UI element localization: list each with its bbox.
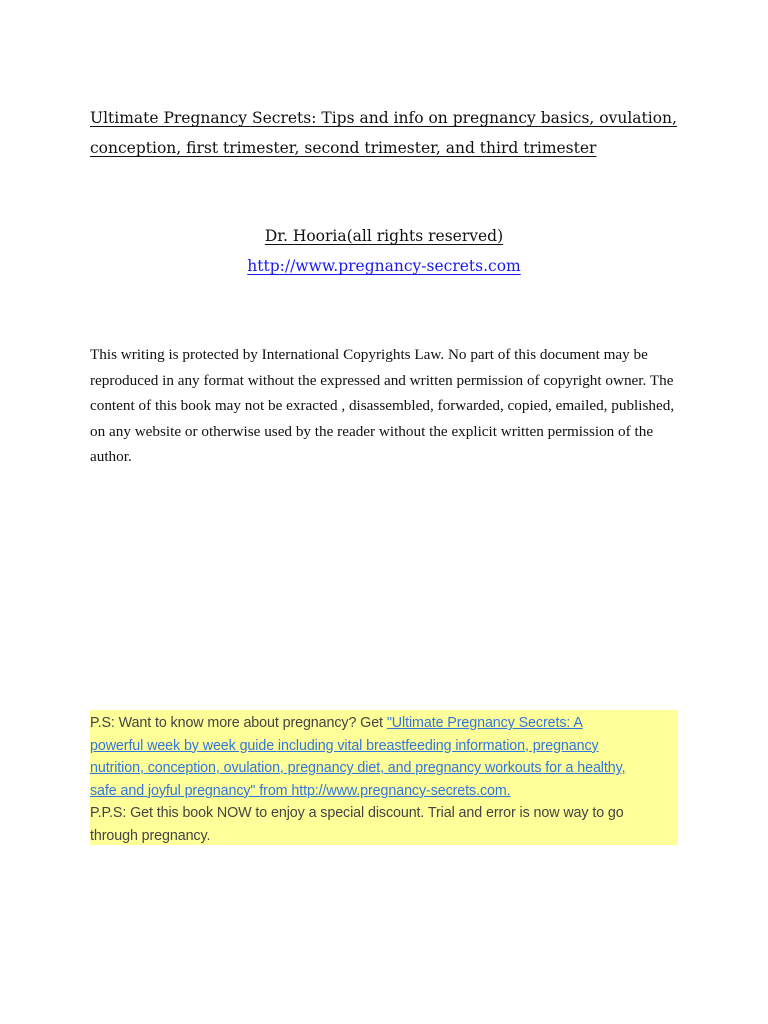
- promo-text: [90, 710, 678, 848]
- pps-line-1: P.P.S: Get this book NOW to enjoy a special discount. Trial and error is now way to go: [90, 805, 624, 822]
- book-link-part-1[interactable]: "Ultimate Pregnancy Secrets: A: [386, 715, 583, 731]
- author-credit: Dr. Hooria(all rights reserved): [264, 227, 504, 245]
- website-link[interactable]: http://www.pregnancy-secrets.com: [247, 257, 521, 275]
- book-link-part-2[interactable]: powerful week by week guide including vital breastfeeding information, pregnancy: [90, 737, 599, 754]
- ps-prefix: P.S: Want to know more about pregnancy? Get: [90, 715, 387, 731]
- document-title: [90, 103, 690, 163]
- book-link-part-4[interactable]: safe and joyful pregnancy" from http://www.pregnancy-secrets.com.: [90, 782, 511, 799]
- copyright-notice: This writing is protected by International Copyrights Law. No part of this document may be reproduced in any format without the expressed and written permission of copyright owner. The content of this book may not be exracted , disassembled, forwarded, copied, emailed, published, on any website or otherwise used by the reader without the explicit written permission of the author.: [90, 346, 675, 466]
- promo-highlight-box: [90, 710, 678, 845]
- pps-line-2: through pregnancy.: [90, 827, 211, 844]
- promo-line-1: [90, 712, 678, 735]
- book-link-part-3[interactable]: nutrition, conception, ovulation, pregnancy diet, and pregnancy workouts for a healthy,: [90, 760, 626, 777]
- title-line-1: Ultimate Pregnancy Secrets: Tips and info on pregnancy basics, ovulation,: [90, 109, 677, 127]
- title-line-2: conception, first trimester, second trimester, and third trimester: [90, 139, 597, 157]
